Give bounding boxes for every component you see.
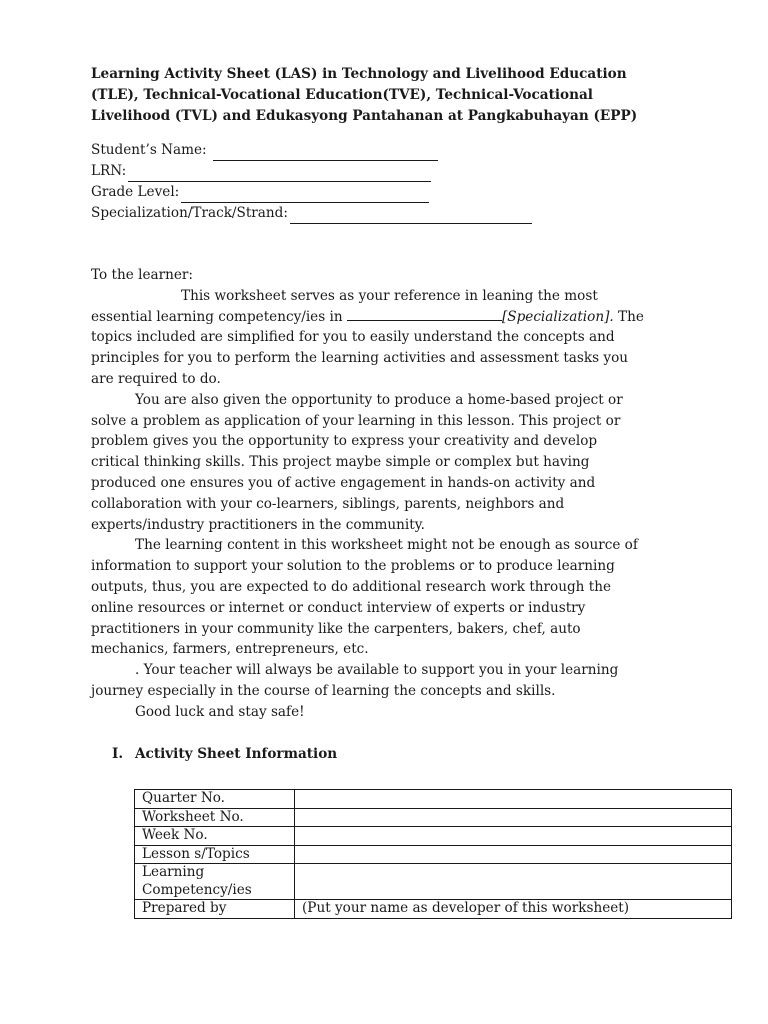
- grade-level-blank[interactable]: [181, 188, 429, 203]
- closing-line: Good luck and stay safe!: [135, 703, 305, 720]
- table-row: [135, 808, 732, 827]
- student-name-label: Student’s Name:: [91, 142, 211, 158]
- grade-level-label: Grade Level:: [91, 184, 180, 200]
- row-label: Quarter No.: [135, 790, 295, 809]
- table-row: [135, 790, 732, 809]
- lrn-blank[interactable]: [128, 167, 431, 182]
- row-value[interactable]: [295, 845, 732, 864]
- row-value[interactable]: [295, 864, 732, 900]
- intro-p1-before: This worksheet serves as your reference in leaning the most essential learning competency/ies in: [91, 287, 598, 325]
- lrn-field[interactable]: [91, 161, 532, 182]
- student-name-field[interactable]: [91, 140, 532, 161]
- row-label: Worksheet No.: [135, 808, 295, 827]
- row-value[interactable]: (Put your name as developer of this worksheet): [295, 900, 732, 919]
- table-row: [135, 845, 732, 864]
- row-value[interactable]: [295, 790, 732, 809]
- section-number: I.: [112, 746, 124, 762]
- row-label: Lesson s/Topics: [135, 845, 295, 864]
- document-title: Learning Activity Sheet (LAS) in Technology and Livelihood Education (TLE), Technical-Vocational Education(TVE), Technical-Vocational Livelihood (TVL) and Edukasyong Pantahanan at Pangkabuhayan (EPP): [91, 66, 638, 124]
- table-row: [135, 827, 732, 846]
- student-info-fields: [91, 140, 532, 224]
- lrn-label: LRN:: [91, 163, 127, 179]
- intro-paragraph-3: The learning content in this worksheet might not be enough as source of information to support your solution to the problems or to produce learning outputs, thus, you are expected to do additional research work through the online resources or internet or conduct interview of experts or industry practitioners in your community like the carpenters, bakers, chef, auto mechanics, farmers, entrepreneurs, etc.: [91, 537, 638, 658]
- row-value[interactable]: [295, 808, 732, 827]
- section-title: Activity Sheet Information: [135, 746, 338, 762]
- row-label: Week No.: [135, 827, 295, 846]
- salutation: To the learner:: [91, 267, 193, 283]
- activity-info-table: [134, 789, 732, 919]
- row-label: Learning Competency/ies: [135, 864, 295, 900]
- student-name-blank[interactable]: [213, 146, 438, 161]
- table-row: [135, 900, 732, 919]
- grade-level-field[interactable]: [91, 182, 532, 203]
- intro-text: [91, 265, 691, 723]
- specialization-placeholder: [Specialization].: [501, 308, 614, 325]
- specialization-label: Specialization/Track/Strand:: [91, 205, 288, 221]
- intro-p1-after: The topics included are simplified for you to easily understand the concepts and principles for you to perform the learning activities and assessment tasks you are required to do.: [91, 308, 644, 387]
- table-row: [135, 864, 732, 900]
- specialization-blank[interactable]: [290, 209, 532, 224]
- specialization-inline-blank[interactable]: [347, 308, 502, 321]
- intro-paragraph-2: You are also given the opportunity to produce a home-based project or solve a problem as application of your learning in this lesson. This project or problem gives you the opportunity to express your creativity and develop critical thinking skills. This project maybe simple or complex but having produced one ensures you of active engagement in hands-on activity and collaboration with your co-learners, siblings, parents, neighbors and experts/industry practitioners in the community.: [91, 391, 623, 533]
- section-heading: [112, 746, 337, 762]
- intro-paragraph-1: [91, 286, 691, 390]
- intro-paragraph-4: . Your teacher will always be available to support you in your learning journey especially in the course of learning the concepts and skills.: [91, 662, 619, 699]
- specialization-field[interactable]: [91, 203, 532, 224]
- row-label: Prepared by: [135, 900, 295, 919]
- row-value[interactable]: [295, 827, 732, 846]
